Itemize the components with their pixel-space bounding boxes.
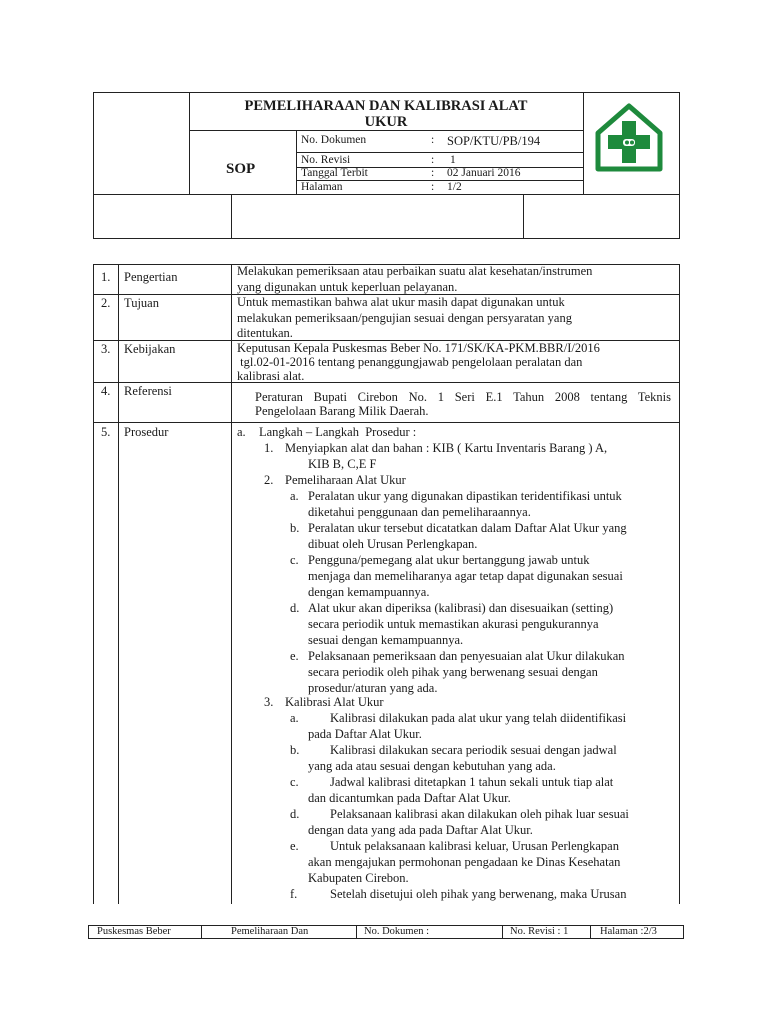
section-text-line: Pengelolaan Barang Milik Daerah. [255, 404, 429, 418]
list-item-text: Peralatan ukur tersebut dicatatkan dalam Daftar Alat Ukur yang [308, 521, 627, 535]
list-marker: 3. [264, 695, 274, 709]
list-item-text: Kalibrasi dilakukan secara periodik sesuai dengan jadwal [330, 743, 617, 757]
list-item-text: Menyiapkan alat dan bahan : KIB ( Kartu Inventaris Barang ) A, [285, 441, 608, 455]
list-marker: 1. [264, 441, 274, 455]
list-marker: c. [290, 553, 299, 567]
section-number: 2. [101, 296, 111, 310]
list-item-text: KIB B, C,E F [308, 457, 377, 471]
section-text-line: melakukan pemeriksaan/pengujian sesuai dengan persyaratan yang [237, 311, 572, 325]
divider [583, 92, 584, 194]
divider [231, 264, 232, 904]
divider [93, 382, 680, 383]
list-item-text: Jadwal kalibrasi ditetapkan 1 tahun sekali untuk tiap alat [330, 775, 614, 789]
meta-sep: : [431, 167, 435, 179]
list-marker: 2. [264, 473, 274, 487]
footer-cell: No. Dokumen : [364, 926, 430, 937]
list-item-text: Pengguna/pemegang alat ukur bertanggung jawab untuk [308, 553, 590, 567]
divider [189, 130, 583, 131]
list-item-text: diketahui penggunaan dan pemeliharaannya. [308, 505, 531, 519]
list-marker: c. [290, 775, 299, 789]
divider [296, 130, 297, 194]
divider [502, 925, 503, 939]
section-label: Tujuan [124, 296, 159, 310]
divider [590, 925, 591, 939]
list-marker: b. [290, 743, 300, 757]
doc-title-line1: PEMELIHARAAN DAN KALIBRASI ALAT [244, 98, 528, 114]
section-text-line: Peraturan Bupati Cirebon No. 1 Seri E.1 Tahun 2008 tentang Teknis [255, 390, 671, 404]
list-item-text: Kalibrasi dilakukan pada alat ukur yang telah diidentifikasi [330, 711, 627, 725]
meta-label: No. Revisi [301, 154, 351, 166]
doc-title-line2: UKUR [364, 114, 408, 130]
meta-label: No. Dokumen [301, 134, 367, 146]
list-marker: d. [290, 807, 300, 821]
meta-sep: : [431, 134, 435, 146]
section-text-line: Melakukan pemeriksaan atau perbaikan suatu alat kesehatan/instrumen [237, 264, 593, 278]
puskesmas-logo-icon [594, 103, 664, 173]
meta-value: SOP/KTU/PB/194 [447, 134, 541, 148]
list-item-text: secara periodik oleh pihak yang berwenang sesuai dengan [308, 665, 598, 679]
list-item-text: akan mengajukan permohonan pengadaan ke Dinas Kesehatan [308, 855, 621, 869]
list-item-text: dengan kemampuannya. [308, 585, 430, 599]
divider [118, 264, 119, 904]
list-item-text: prosedur/aturan yang ada. [308, 681, 438, 695]
list-item-text: pada Daftar Alat Ukur. [308, 727, 422, 741]
section-label: Referensi [124, 384, 172, 398]
divider [93, 194, 680, 195]
divider [201, 925, 202, 939]
list-marker: a. [290, 711, 299, 725]
list-item-text: Langkah – Langkah Prosedur : [259, 425, 417, 439]
list-item-text: yang ada atau sesuai dengan kebutuhan yang ada. [308, 759, 556, 773]
footer-cell: Halaman :2/3 [600, 926, 657, 937]
section-text-line: yang digunakan untuk keperluan pelayanan. [237, 280, 458, 294]
list-item-text: dengan data yang ada pada Daftar Alat Ukur. [308, 823, 533, 837]
section-label: Prosedur [124, 425, 169, 439]
list-item-text: Kabupaten Cirebon. [308, 871, 409, 885]
list-marker: e. [290, 839, 299, 853]
list-item-text: sesuai dengan kemampuannya. [308, 633, 464, 647]
list-item-text: Alat ukur akan diperiksa (kalibrasi) dan disesuaikan (setting) [308, 601, 614, 615]
meta-value: 1/2 [447, 181, 462, 193]
sop-label: SOP [226, 161, 256, 177]
section-text-line: tgl.02-01-2016 tentang penanggungjawab pengelolaan peralatan dan [237, 355, 583, 369]
list-item-text: dibuat oleh Urusan Perlengkapan. [308, 537, 478, 551]
section-number: 4. [101, 384, 111, 398]
list-item-text: menjaga dan memeliharanya agar tetap dapat digunakan sesuai [308, 569, 623, 583]
section-label: Kebijakan [124, 342, 176, 356]
list-item-text: secara periodik untuk memastikan akurasi pengukurannya [308, 617, 599, 631]
divider [523, 194, 524, 239]
footer-cell: No. Revisi : 1 [510, 926, 569, 937]
list-marker: f. [290, 887, 298, 901]
list-item-text: Pemeliharaan Alat Ukur [285, 473, 406, 487]
section-number: 5. [101, 425, 111, 439]
list-item-text: Setelah disetujui oleh pihak yang berwenang, maka Urusan [330, 887, 627, 901]
list-marker: a. [290, 489, 299, 503]
list-item-text: Pelaksanaan pemeriksaan dan penyesuaian alat Ukur dilakukan [308, 649, 625, 663]
divider [296, 152, 583, 153]
list-marker: b. [290, 521, 300, 535]
doc-title [189, 98, 583, 130]
list-marker: a. [237, 425, 246, 439]
divider [93, 422, 680, 423]
list-marker: d. [290, 601, 300, 615]
meta-sep: : [431, 154, 435, 166]
meta-value: 1 [450, 154, 456, 166]
divider [356, 925, 357, 939]
section-text-line: Keputusan Kepala Puskesmas Beber No. 171/SK/KA-PKM.BBR/I/2016 [237, 341, 600, 355]
list-marker: e. [290, 649, 299, 663]
footer-cell: Pemeliharaan Dan [231, 926, 309, 937]
footer-cell: Puskesmas Beber [97, 926, 171, 937]
list-item-text: Kalibrasi Alat Ukur [285, 695, 384, 709]
meta-value: 02 Januari 2016 [447, 167, 521, 179]
meta-label: Tanggal Terbit [301, 167, 368, 179]
list-item-text: dan dicantumkan pada Daftar Alat Ukur. [308, 791, 511, 805]
list-item-text: Peralatan ukur yang digunakan dipastikan teridentifikasi untuk [308, 489, 622, 503]
section-text-line: kalibrasi alat. [237, 369, 305, 383]
section-text-line: Untuk memastikan bahwa alat ukur masih dapat digunakan untuk [237, 295, 565, 309]
divider [231, 194, 232, 239]
meta-label: Halaman [301, 181, 343, 193]
section-text-line: ditentukan. [237, 326, 293, 340]
section-label: Pengertian [124, 270, 178, 284]
list-item-text: Untuk pelaksanaan kalibrasi keluar, Urusan Perlengkapan [330, 839, 619, 853]
meta-sep: : [431, 181, 435, 193]
list-item-text: Pelaksanaan kalibrasi akan dilakukan oleh pihak luar sesuai [330, 807, 629, 821]
section-number: 1. [101, 270, 111, 284]
section-number: 3. [101, 342, 111, 356]
